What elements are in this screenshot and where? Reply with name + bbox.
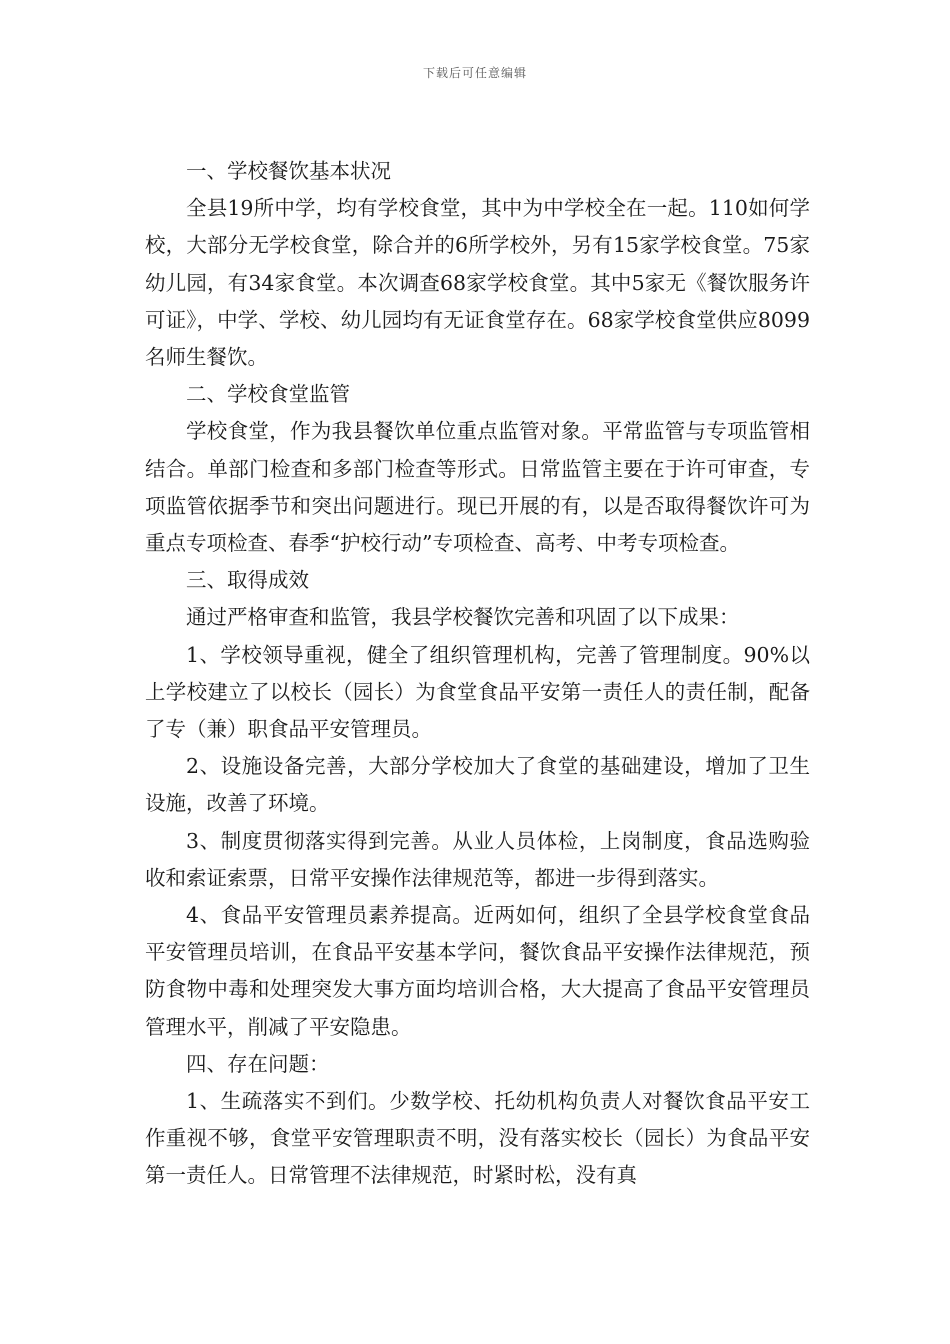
paragraph-result-4: 4、食品平安管理员素养提高。近两如何，组织了全县学校食堂食品平安管理员培训，在食品平安基本学问，餐饮食品平安操作法律规范，预防食物中毒和处理突发大事方面均培训合格，大大提高了食品平安管理员管理水平，削减了平安隐患。 <box>145 903 810 1039</box>
section-heading-2: 二、学校食堂监管 <box>186 382 350 407</box>
section-heading-4: 四、存在问题： <box>186 1051 330 1076</box>
paragraph-result-2: 2、设施设备完善，大部分学校加大了食堂的基础建设，增加了卫生设施，改善了环境。 <box>145 754 810 816</box>
paragraph-result-1: 1、学校领导重视，健全了组织管理机构，完善了管理制度。90%以上学校建立了以校长（园长）为食堂食品平安第一责任人的责任制，配备了专（兼）职食品平安管理员。 <box>145 642 810 742</box>
paragraph-canteen-supervision: 学校食堂，作为我县餐饮单位重点监管对象。平常监管与专项监管相结合。单部门检查和多部门检查等形式。日常监管主要在于许可审查，专项监管依据季节和突出问题进行。现已开展的有，以是否取得餐饮许可为重点专项检查、春季“护校行动”专项检查、高考、中考专项检查。 <box>145 419 810 556</box>
paragraph-basic-situation: 全县19所中学，均有学校食堂，其中为中学校全在一起。110如何学校，大部分无学校食堂，除合并的6所学校外，另有15家学校食堂。75家幼儿园，有34家食堂。本次调查68家学校食堂。其中5家无《餐饮服务许可证》，中学、学校、幼儿园均有无证食堂存在。68家学校食堂供应8099名师生餐饮。 <box>145 196 810 370</box>
paragraph-problem-1: 1、生疏落实不到们。少数学校、托幼机构负责人对餐饮食品平安工作重视不够，食堂平安管理职责不明，没有落实校长（园长）为食品平安第一责任人。日常管理不法律规范，时紧时松，没有真 <box>145 1089 810 1188</box>
paragraph-results-intro: 通过严格审查和监管，我县学校餐饮完善和巩固了以下成果： <box>186 605 740 630</box>
paragraph-result-3: 3、制度贯彻落实得到完善。从业人员体检，上岗制度，食品选购验收和索证索票，日常平安操作法律规范等，都进一步得到落实。 <box>145 828 810 890</box>
document-body <box>145 153 810 1195</box>
page-header: 下载后可任意编辑 <box>422 66 527 80</box>
section-heading-1: 一、学校餐饮基本状况 <box>186 159 391 183</box>
section-heading-3: 三、取得成效 <box>186 568 309 593</box>
